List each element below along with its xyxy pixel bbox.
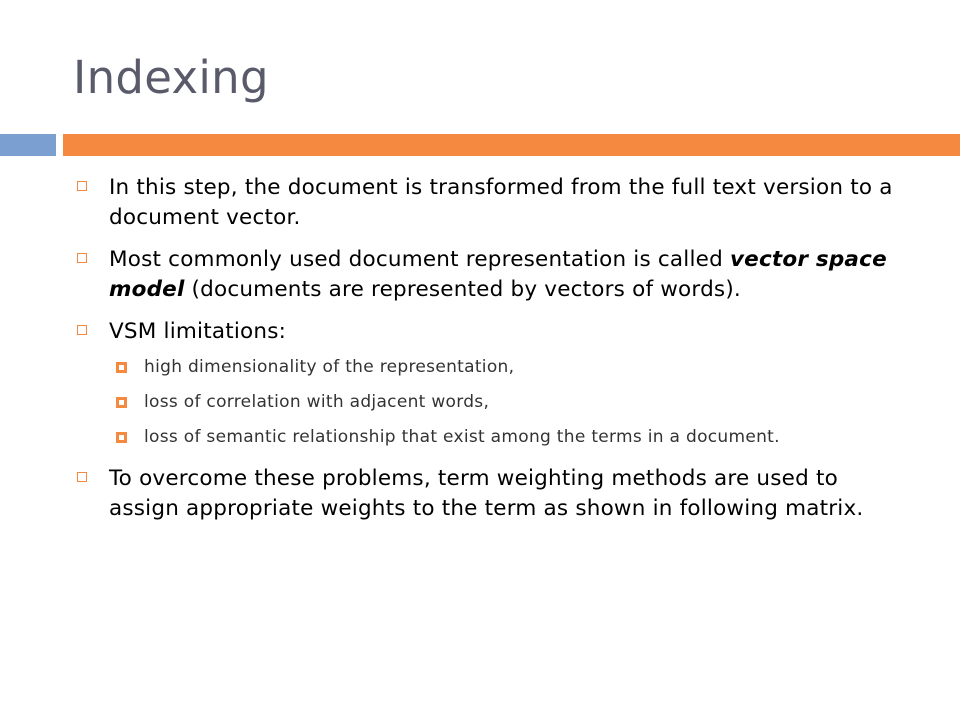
sub-bullet-text: loss of semantic relationship that exist among the terms in a document. [144,427,780,447]
hollow-square-bullet-icon [77,181,87,191]
bullet-item-1 [73,173,893,233]
sub-bullet-item-2 [73,390,893,415]
title-accent-bar-blue [0,134,56,156]
sub-bullet-item-1 [73,355,893,380]
slide-content [73,173,893,536]
hollow-square-bullet-icon [77,472,87,482]
sub-bullet-item-3 [73,425,893,450]
bullet-text: VSM limitations: [109,319,287,344]
bullet-text-emphasis: vector space model [109,247,887,302]
bullet-item-3 [73,317,893,347]
bullet-text: In this step, the document is transformed from the full text version to a document vector. [109,175,893,230]
sub-bullet-text: high dimensionality of the representation, [144,357,515,377]
hollow-square-bullet-icon [77,253,87,263]
filled-square-bullet-icon [116,397,127,408]
bullet-text-before: Most commonly used document representation is called [109,247,730,272]
bullet-item-4 [73,464,893,524]
title-accent-bar-orange [63,134,960,156]
bullet-item-2 [73,245,893,305]
bullet-text: To overcome these problems, term weighting methods are used to assign appropriate weights to the term as shown in following matrix. [109,466,864,521]
slide-title: Indexing [73,51,269,104]
hollow-square-bullet-icon [77,325,87,335]
filled-square-bullet-icon [116,432,127,443]
sub-bullet-list [73,355,893,450]
sub-bullet-text: loss of correlation with adjacent words, [144,392,490,412]
bullet-text-after: (documents are represented by vectors of words). [184,277,741,302]
filled-square-bullet-icon [116,362,127,373]
